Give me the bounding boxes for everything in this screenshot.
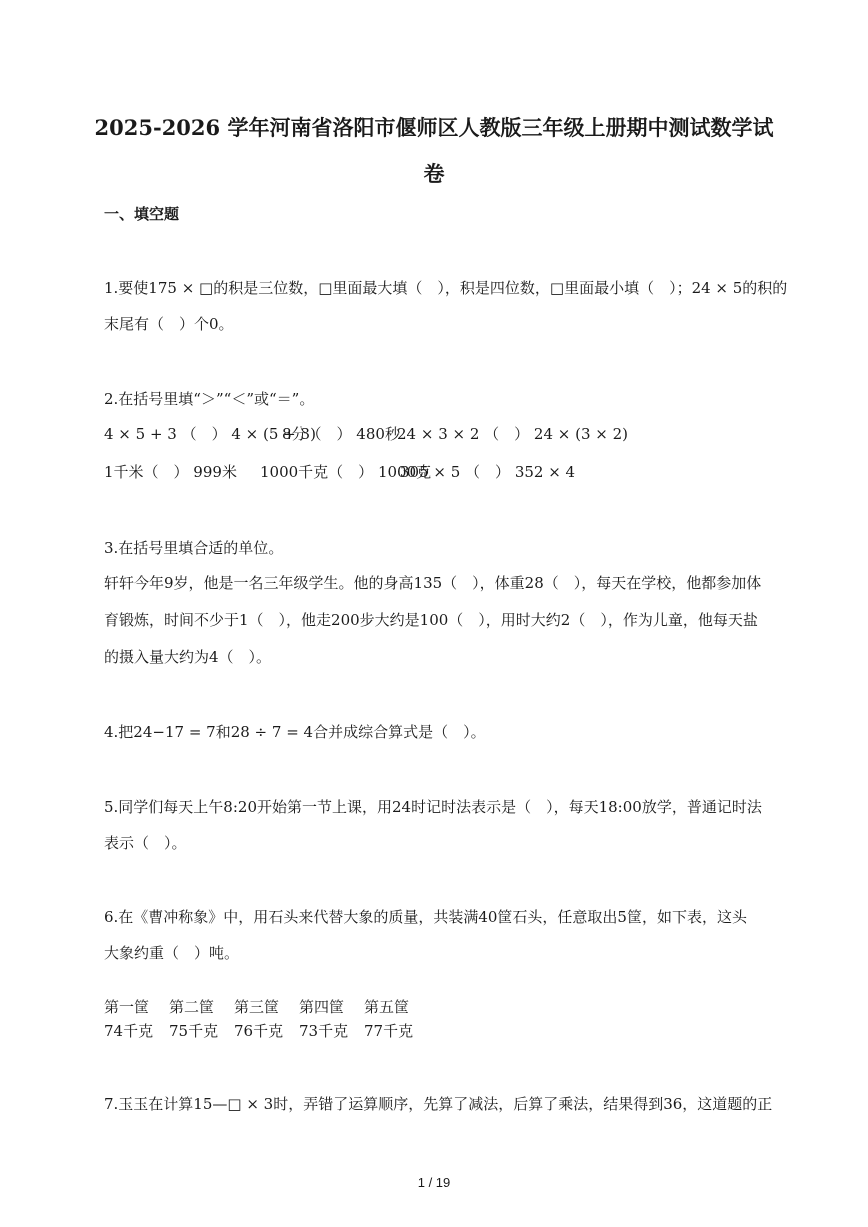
q6-header-cell: 第四筐 bbox=[299, 998, 345, 1016]
question-5-line-2: 表示（ ）。 bbox=[104, 834, 187, 852]
question-3-line-1: 3.在括号里填合适的单位。 bbox=[104, 539, 284, 557]
q6-header-cell: 第一筐 bbox=[104, 998, 150, 1016]
q6-table-header-row bbox=[104, 996, 429, 1017]
q6-value-cell: 77千克 bbox=[364, 1022, 414, 1040]
question-3-line-3: 育锻炼，时间不少于1（ ），他走200步大约是100（ ），用时大约2（ ），作为儿童，他每天盐 bbox=[104, 611, 758, 629]
q6-value-cell: 73千克 bbox=[299, 1022, 349, 1040]
q2-item-d: 1千米（ ） 999米 bbox=[104, 463, 237, 481]
question-7-line-1: 7.玉玉在计算15—□ × 3时，弄错了运算顺序，先算了减法，后算了乘法，结果得到36，这道题的正 bbox=[104, 1095, 773, 1113]
q6-table-value-row bbox=[104, 1020, 429, 1041]
section-heading-fill-blank: 一、填空题 bbox=[104, 205, 180, 223]
q6-value-cell: 74千克 bbox=[104, 1022, 154, 1040]
question-6-line-2: 大象约重（ ）吨。 bbox=[104, 944, 240, 962]
q2-item-e: 1000千克（ ） 1000克 bbox=[260, 463, 432, 481]
q6-header-cell: 第三筐 bbox=[234, 998, 280, 1016]
q2-item-f: 305 × 5 （ ） 352 × 4 bbox=[400, 463, 576, 481]
q6-header-cell: 第二筐 bbox=[169, 998, 215, 1016]
q2-item-b: 8分（ ） 480秒 bbox=[282, 425, 400, 443]
q6-header-cell: 第五筐 bbox=[364, 998, 410, 1016]
q2-item-c: 24 × 3 × 2 （ ） 24 × (3 × 2) bbox=[397, 425, 629, 443]
question-2-row-1 bbox=[104, 423, 628, 444]
page-number: 1 / 19 bbox=[417, 1175, 451, 1190]
document-title-line1: 2025-2026 学年河南省洛阳市偃师区人教版三年级上册期中测试数学试 bbox=[94, 115, 774, 140]
question-3-line-4: 的摄入量大约为4（ ）。 bbox=[104, 648, 272, 666]
q2-item-a: 4 × 5 + 3 （ ） 4 × (5 + 3) bbox=[104, 425, 316, 443]
question-3-line-2: 轩轩今年9岁，他是一名三年级学生。他的身高135（ ），体重28（ ），每天在学校，他都参加体 bbox=[104, 574, 762, 592]
question-2-line-1: 2.在括号里填“＞”“＜”或“＝”。 bbox=[104, 390, 315, 408]
q6-value-cell: 76千克 bbox=[234, 1022, 284, 1040]
q6-value-cell: 75千克 bbox=[169, 1022, 219, 1040]
question-2-row-2 bbox=[104, 461, 575, 482]
question-1-line-1: 1.要使175 × □的积是三位数，□里面最大填（ ），积是四位数，□里面最小填（ ）；24 × 5的积的 bbox=[104, 279, 788, 297]
document-title-line2: 卷 bbox=[423, 161, 445, 186]
question-1-line-2: 末尾有（ ）个0。 bbox=[104, 315, 234, 333]
question-5-line-1: 5.同学们每天上午8:20开始第一节上课，用24时记时法表示是（ ），每天18:00放学，普通记时法 bbox=[104, 798, 762, 816]
question-4-line-1: 4.把24−17 = 7和28 ÷ 7 = 4合并成综合算式是（ ）。 bbox=[104, 723, 486, 741]
question-6-line-1: 6.在《曹冲称象》中，用石头来代替大象的质量，共装满40筐石头，任意取出5筐，如下表，这头 bbox=[104, 908, 747, 926]
